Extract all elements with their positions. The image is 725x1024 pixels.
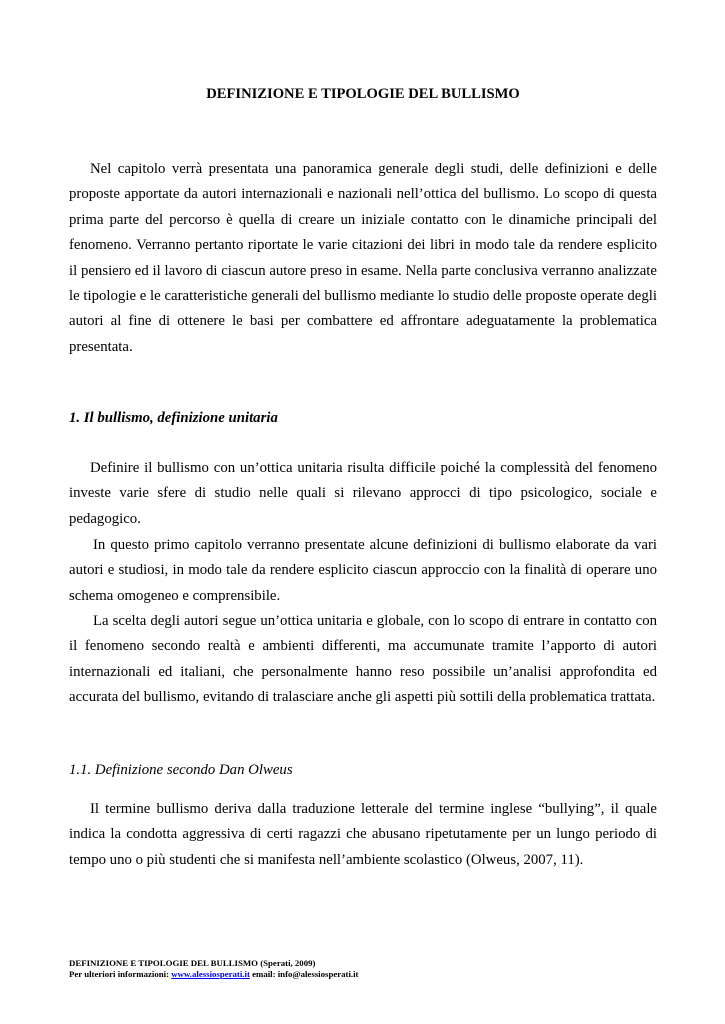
section-1-1-paragraph-1: Il termine bullismo deriva dalla traduzione letterale del termine inglese “bullying”, il quale indica la condotta aggressiva di certi ragazzi che abusano ripetutamente per un lungo periodo di tempo uno o più studenti che si manifesta nell’ambiente scolastico (Olweus, 2007, 11). [69, 801, 657, 868]
section-1-heading: 1. Il bullismo, definizione unitaria [69, 410, 278, 426]
page-footer [69, 958, 359, 980]
footer-title: DEFINIZIONE E TIPOLOGIE DEL BULLISMO (Sperati, 2009) [69, 958, 316, 968]
footer-info-label: Per ulteriori informazioni: [69, 969, 172, 979]
section-1-paragraph-1: Definire il bullismo con un’ottica unitaria risulta difficile poiché la complessità del fenomeno investe varie sfere di studio nelle quali si rilevano approcci di tipo psicologico, sociale e pedagogico. [69, 460, 657, 527]
website-link[interactable]: www.alessiosperati.it [171, 969, 250, 979]
footer-contact [69, 969, 359, 980]
section-1-paragraph-3: La scelta degli autori segue un’ottica unitaria e globale, con lo scopo di entrare in contatto con il fenomeno secondo realtà e ambienti differenti, ma accumunate tramite l’apporto di autori internazionali ed italiani, che personalmente hanno reso possibile un’analisi approfondita ed accurata del bullismo, evitando di tralasciare anche gli aspetti più sottili della problematica trattata. [69, 613, 657, 706]
intro-paragraph: Nel capitolo verrà presentata una panoramica generale degli studi, delle definizioni e delle proposte apportate da autori internazionali e nazionali nell’ottica del bullismo. Lo scopo di questa prima parte del percorso è quella di creare un iniziale contatto con le dinamiche principali del fenomeno. Verranno pertanto riportate le varie citazioni dei libri in modo tale da rendere esplicito il pensiero ed il lavoro di ciascun autore preso in esame. Nella parte conclusiva verranno analizzate le tipologie e le caratteristiche generali del bullismo mediante lo studio delle proposte operate degli autori al fine di ottenere le basi per combattere ed affrontare adeguatamente la problematica presentata. [69, 161, 657, 355]
document-title: DEFINIZIONE E TIPOLOGIE DEL BULLISMO [206, 86, 520, 102]
section-1-1-heading: 1.1. Definizione secondo Dan Olweus [69, 762, 293, 778]
section-1-paragraph-2: In questo primo capitolo verranno presentate alcune definizioni di bullismo elaborate da vari autori e studiosi, in modo tale da rendere esplicito ciascun approccio con la finalità di operare uno schema omogeneo e comprensibile. [69, 537, 657, 604]
footer-email: email: info@alessiosperati.it [249, 969, 359, 979]
